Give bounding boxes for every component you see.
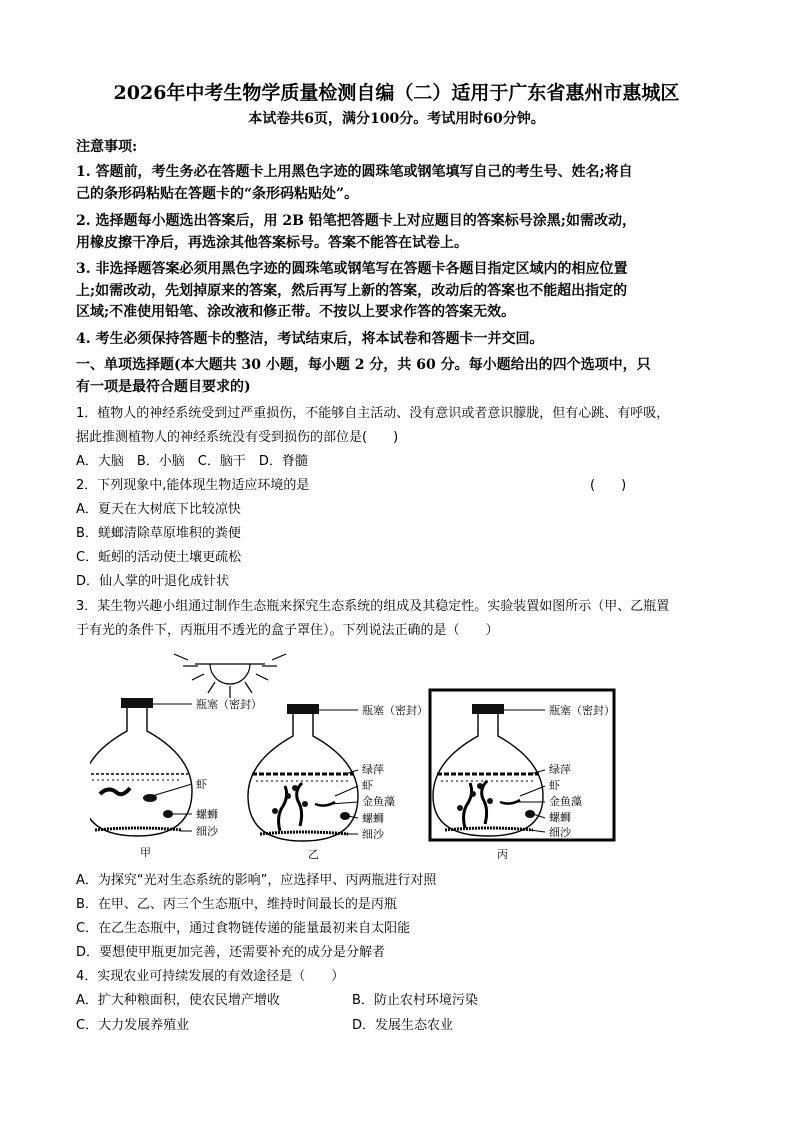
q4-option-b: B．防止农村环境污染 [352, 993, 478, 1008]
bottle-yi [248, 703, 428, 861]
yi-label-sand: 细沙 [362, 828, 384, 841]
bottle-bing [430, 690, 615, 861]
q2-stem: 2．下列现象中,能体现生物适应环境的是 [76, 478, 310, 493]
note-3-line-3: 区域;不准使用铅笔、涂改液和修正带。不按以上要求作答的答案无效。 [76, 304, 516, 320]
page-title: 2026年中考生物学质量检测自编（二）适用于广东省惠州市惠城区 [113, 82, 680, 104]
section-heading-line-1: 一、单项选择题(本大题共 30 小题，每小题 2 分，共 60 分。每小题给出的四个选项中，只 [76, 357, 651, 373]
note-1-line-2: 己的条形码粘贴在答题卡的“条形码粘贴处”。 [76, 186, 359, 202]
jia-label-stopper: 瓶塞（密封） [196, 698, 262, 711]
bottle-jia [90, 697, 262, 859]
q2-option-a: A．夏天在大树底下比较凉快 [76, 502, 241, 517]
note-3-line-2: 上;如需改动，先划掉原来的答案，然后再写上新的答案，改动后的答案也不能超出指定的 [76, 283, 628, 299]
note-4-line-1: 4. 考生必须保持答题卡的整洁，考试结束后，将本试卷和答题卡一并交回。 [76, 331, 544, 347]
q4-option-a: A．扩大种粮面积，使农民增产增收 [76, 993, 280, 1008]
q3-stem-line-1: 3．某生物兴趣小组通过制作生态瓶来探究生态系统的组成及其稳定性。实验装置如图所示（甲、乙瓶置 [76, 599, 670, 614]
q2-option-b: B．蜣螂清除草原堆积的粪便 [76, 526, 241, 541]
q3-option-b: B．在甲、乙、丙三个生态瓶中，维持时间最长的是丙瓶 [76, 897, 397, 912]
bing-label-snail: 螺蛳 [549, 811, 571, 824]
q3-option-d: D．要想使甲瓶更加完善，还需要补充的成分是分解者 [76, 945, 386, 960]
bing-label-sand: 细沙 [549, 826, 571, 839]
q1-options: A．大脑 B．小脑 C．脑干 D．脊髓 [76, 454, 308, 469]
q1-stem-line-2: 据此推测植物人的神经系统没有受到损伤的部位是( ) [76, 430, 399, 445]
note-2-line-1: 2. 选择题每小题选出答案后，用 2B 铅笔把答题卡上对应题目的答案标号涂黑;如需改动， [76, 213, 636, 229]
yi-label-hornwort: 金鱼藻 [362, 795, 395, 808]
bing-label-duckweed: 绿萍 [549, 763, 571, 776]
section-heading-line-2: 有一项是最符合题目要求的) [76, 379, 251, 395]
bing-label-stopper: 瓶塞（密封） [549, 704, 615, 717]
q4-stem: 4．实现农业可持续发展的有效途径是（ ） [76, 969, 345, 984]
bing-label-hornwort: 金鱼藻 [549, 795, 582, 808]
note-2-line-2: 用橡皮擦干净后，再选涂其他答案标号。答案不能答在试卷上。 [76, 235, 468, 251]
page-subtitle: 本试卷共6页，满分100分。考试用时60分钟。 [248, 111, 545, 127]
q3-stem-line-2: 于有光的条件下，丙瓶用不透光的盒子罩住）。下列说法正确的是（ ） [76, 623, 499, 638]
note-1-line-1: 1. 答题前，考生务必在答题卡上用黑色字迹的圆珠笔或钢笔填写自己的考生号、姓名;将自 [76, 164, 633, 180]
q2-option-d: D．仙人掌的叶退化成针状 [76, 574, 230, 589]
q1-stem-line-1: 1．植物人的神经系统受到过严重损伤，不能够自主活动、没有意识或者意识朦胧，但有心跳、有呼吸， [76, 406, 670, 421]
q4-option-d: D．发展生态农业 [352, 1018, 454, 1033]
q3-option-c: C．在乙生态瓶中，通过食物链传递的能量最初来自太阳能 [76, 921, 411, 936]
bottle-label-yi: 乙 [308, 848, 319, 861]
yi-label-snail: 螺蛳 [362, 812, 384, 825]
jia-label-shrimp: 虾 [196, 778, 207, 791]
bing-label-shrimp: 虾 [549, 779, 560, 792]
note-3-line-1: 3. 非选择题答案必须用黑色字迹的圆珠笔或钢笔写在答题卡各题目指定区域内的相应位置 [76, 261, 628, 277]
q2-option-c: C．蚯蚓的活动使土壤更疏松 [76, 550, 242, 565]
notes-heading: 注意事项: [76, 139, 138, 155]
jia-label-sand: 细沙 [196, 825, 218, 838]
bottle-label-bing: 丙 [497, 848, 508, 861]
sun-icon [174, 654, 286, 698]
q4-option-c: C．大力发展养殖业 [76, 1018, 190, 1033]
yi-label-shrimp: 虾 [362, 779, 373, 792]
jia-label-snail: 螺蛳 [196, 808, 218, 821]
q3-option-a: A．为探究“光对生态系统的影响”，应选择甲、丙两瓶进行对照 [76, 873, 437, 888]
yi-label-stopper: 瓶塞（密封） [362, 704, 428, 717]
q2-answer-paren: ( ) [590, 478, 627, 493]
yi-label-duckweed: 绿萍 [362, 763, 384, 776]
bottle-label-jia: 甲 [140, 846, 151, 859]
ecosystem-bottles-figure [90, 646, 630, 866]
